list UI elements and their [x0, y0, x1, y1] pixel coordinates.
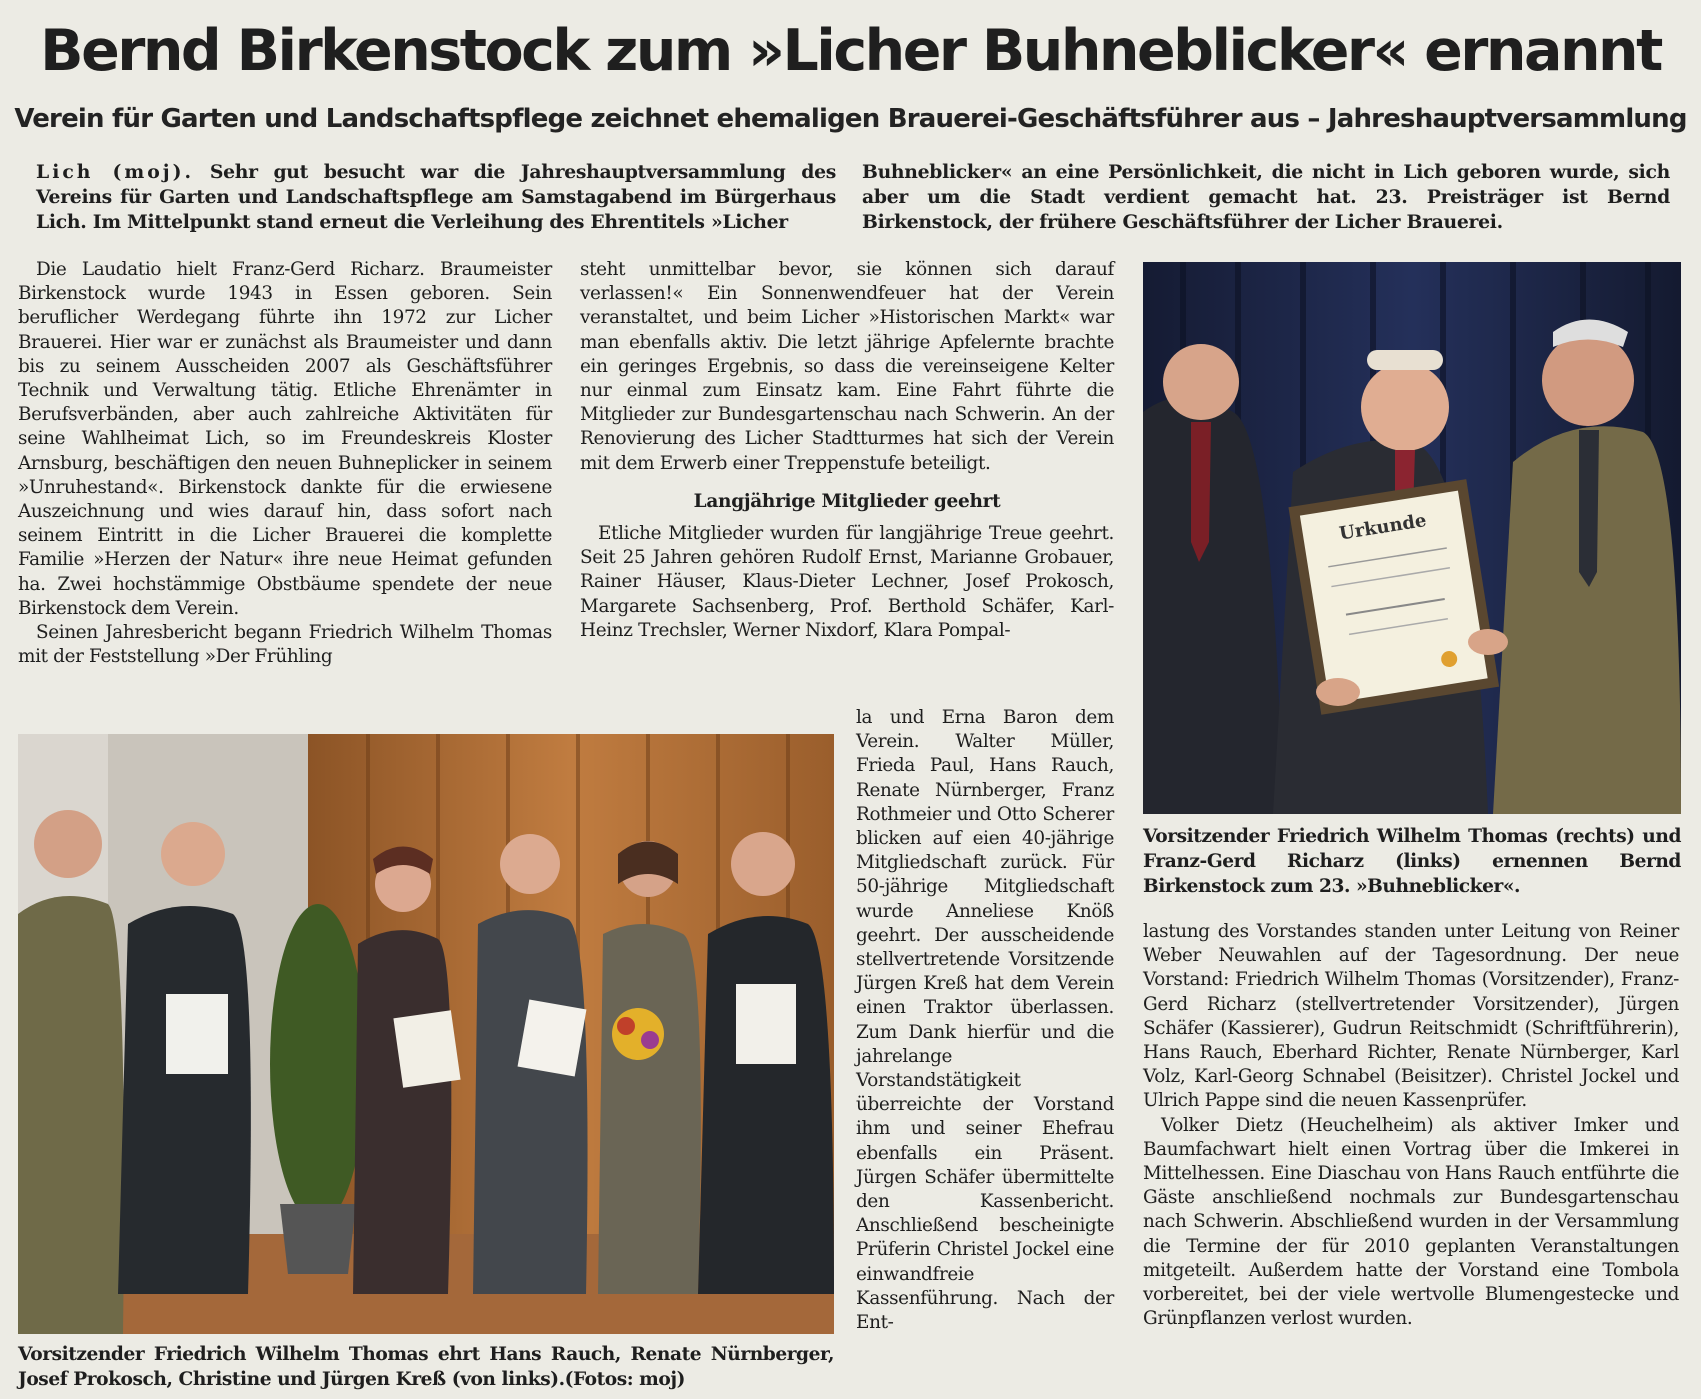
photo-award-image [1143, 262, 1681, 814]
col1-paragraph-1: Die Laudatio hielt Franz-Gerd Richarz. Braumeister Birkenstock wurde 1943 in Essen geboren. Sein beruflicher Werdegang führte ihn 1972 zur Licher Brauerei. Hier war er zunächst als Braumeister und dann bis zu seinem Ausscheiden 2007 als Geschäftsführer Technik und Verwaltung tätig. Etliche Ehrenämter in Berufsverbänden, aber auch zahlreiche Aktivitäten für seine Wahlheimat Lich, so im Freundeskreis Kloster Arnsburg, beschäftigen den neuen Buhneplicker in seinem »Unruhestand«. Birkenstock dankte für die erwiesene Auszeichnung und wies darauf hin, dass sofort nach seinem Eintritt in die Licher Brauerei die komplette Familie »Herzen der Natur« ihre neue Heimat gefunden ha. Zwei hochstämmige Obstbäume spendete der neue Birkenstock dem Verein. [18, 259, 552, 619]
section-subtitle: Langjährige Mitglieder geehrt [693, 490, 1001, 512]
column-4 [1143, 920, 1679, 1331]
lead-right: Buhneblicker« an eine Persönlichkeit, die nicht in Lich geboren wurde, sich aber um die Stadt verdient gemacht hat. 23. Preisträger ist Bernd Birkenstock, der frühere Geschäftsführer der Licher Brauerei. [862, 161, 1670, 233]
col2-paragraph-2: Etliche Mitglieder wurden für langjährige Treue geehrt. Seit 25 Jahren gehören Rudolf Ernst, Marianne Grobauer, Rainer Häuser, Klaus-Dieter Lechner, Josef Prokosch, Margarete Sachsenberg, Prof. Berthold Schäfer, Karl-Heinz Trechsler, Werner Nixdorf, Klara Pompal- [580, 523, 1114, 641]
col2-paragraph-1: steht unmittelbar bevor, sie können sich darauf verlassen!« Ein Sonnenwendfeuer hat der Verein veranstaltet, und beim Licher »Historischen Markt« war man ebenfalls aktiv. Die letzt jährige Apfelernte brachte ein geringes Ergebnis, so dass die vereinseigene Kelter nur einmal zum Einsatz kam. Eine Fahrt führte die Mitglieder zur Bundesgartenschau nach Schwerin. An der Renovierung des Licher Stadtturmes hat sich der Verein mit dem Erwerb einer Treppenstufe beteiligt. [580, 259, 1114, 474]
lead-left [36, 160, 836, 235]
caption-award: Vorsitzender Friedrich Wilhelm Thomas (rechts) und Franz-Gerd Richarz (links) ernennen Bernd Birkenstock zum 23. »Buhneblicker«. [1143, 826, 1681, 897]
caption-group: Vorsitzender Friedrich Wilhelm Thomas ehrt Hans Rauch, Renate Nürnberger, Josef Prokosch, Christine und Jürgen Kreß (von links).(Fotos: moj) [18, 1344, 834, 1390]
photo-award [1143, 262, 1681, 814]
column-3 [856, 706, 1114, 1335]
col4-paragraph-1: lastung des Vorstandes standen unter Leitung von Reiner Weber Neuwahlen auf der Tagesordnung. Der neue Vorstand: Friedrich Wilhelm Thomas (Vorsitzender), Franz-Gerd Richarz (stellvertretender Vorsitzender), Jürgen Schäfer (Kassierer), Gudrun Reitschmidt (Schriftführerin), Hans Rauch, Eberhard Richter, Renate Nürnberger, Karl Volz, Karl-Georg Schnabel (Beisitzer). Christel Jockel und Ulrich Pappe sind die neuen Kassenprüfer. [1143, 921, 1679, 1112]
column-2 [580, 258, 1114, 643]
photo-group-image [18, 734, 834, 1334]
lead-left-text: Sehr gut besucht war die Jahreshauptversammlung des Vereins für Garten und Landschaftspflege am Samstagabend im Bürgerhaus Lich. Im Mittelpunkt stand erneut die Verleihung des Ehrentitels »Licher [36, 161, 836, 233]
column-1 [18, 258, 552, 669]
certificate-title: Urkunde [1337, 510, 1428, 545]
col3-paragraph: la und Erna Baron dem Verein. Walter Müller, Frieda Paul, Hans Rauch, Renate Nürnberger, Franz Rothmeier und Otto Scherer blicken auf eien 40-jährige Mitgliedschaft zurück. Für 50-jährige Mitgliedschaft wurde Anneliese Knöß geehrt. Der ausscheidende stellvertretende Vorsitzende Jürgen Kreß hat dem Verein einen Traktor überlassen. Zum Dank hierfür und die jahrelange Vorstandstätigkeit überreichte der Vorstand ihm und seiner Ehefrau ebenfalls ein Präsent. Jürgen Schäfer übermittelte den Kassenbericht. Anschließend bescheinigte Prüferin Christel Jockel eine einwandfreie Kassenführung. Nach der Ent- [856, 707, 1114, 1334]
photo-group [18, 734, 834, 1334]
headline: Bernd Birkenstock zum »Licher Buhneblicker« ernannt [40, 18, 1661, 84]
dateline: Lich (moj). [36, 161, 195, 183]
subheadline: Verein für Garten und Landschaftspflege zeichnet ehemaligen Brauerei-Geschäftsführer aus – Jahreshauptversammlung [14, 104, 1687, 134]
col1-paragraph-2: Seinen Jahresbericht begann Friedrich Wilhelm Thomas mit der Feststellung »Der Frühling [18, 622, 552, 668]
col4-paragraph-2: Volker Dietz (Heuchelheim) als aktiver Imker und Baumfachwart hielt einen Vortrag über die Imkerei in Mittelhessen. Eine Diaschau von Hans Rauch entführte die Gäste anschließend nochmals zur Bundesgartenschau nach Schwerin. Abschließend wurden in der Versammlung die Termine der für 2010 geplanten Veranstaltungen mitgeteilt. Außerdem hatte der Vorstand eine Tombola vorbereitet, bei der viele wertvolle Blumengestecke und Grünpflanzen verlost wurden. [1143, 1114, 1679, 1330]
